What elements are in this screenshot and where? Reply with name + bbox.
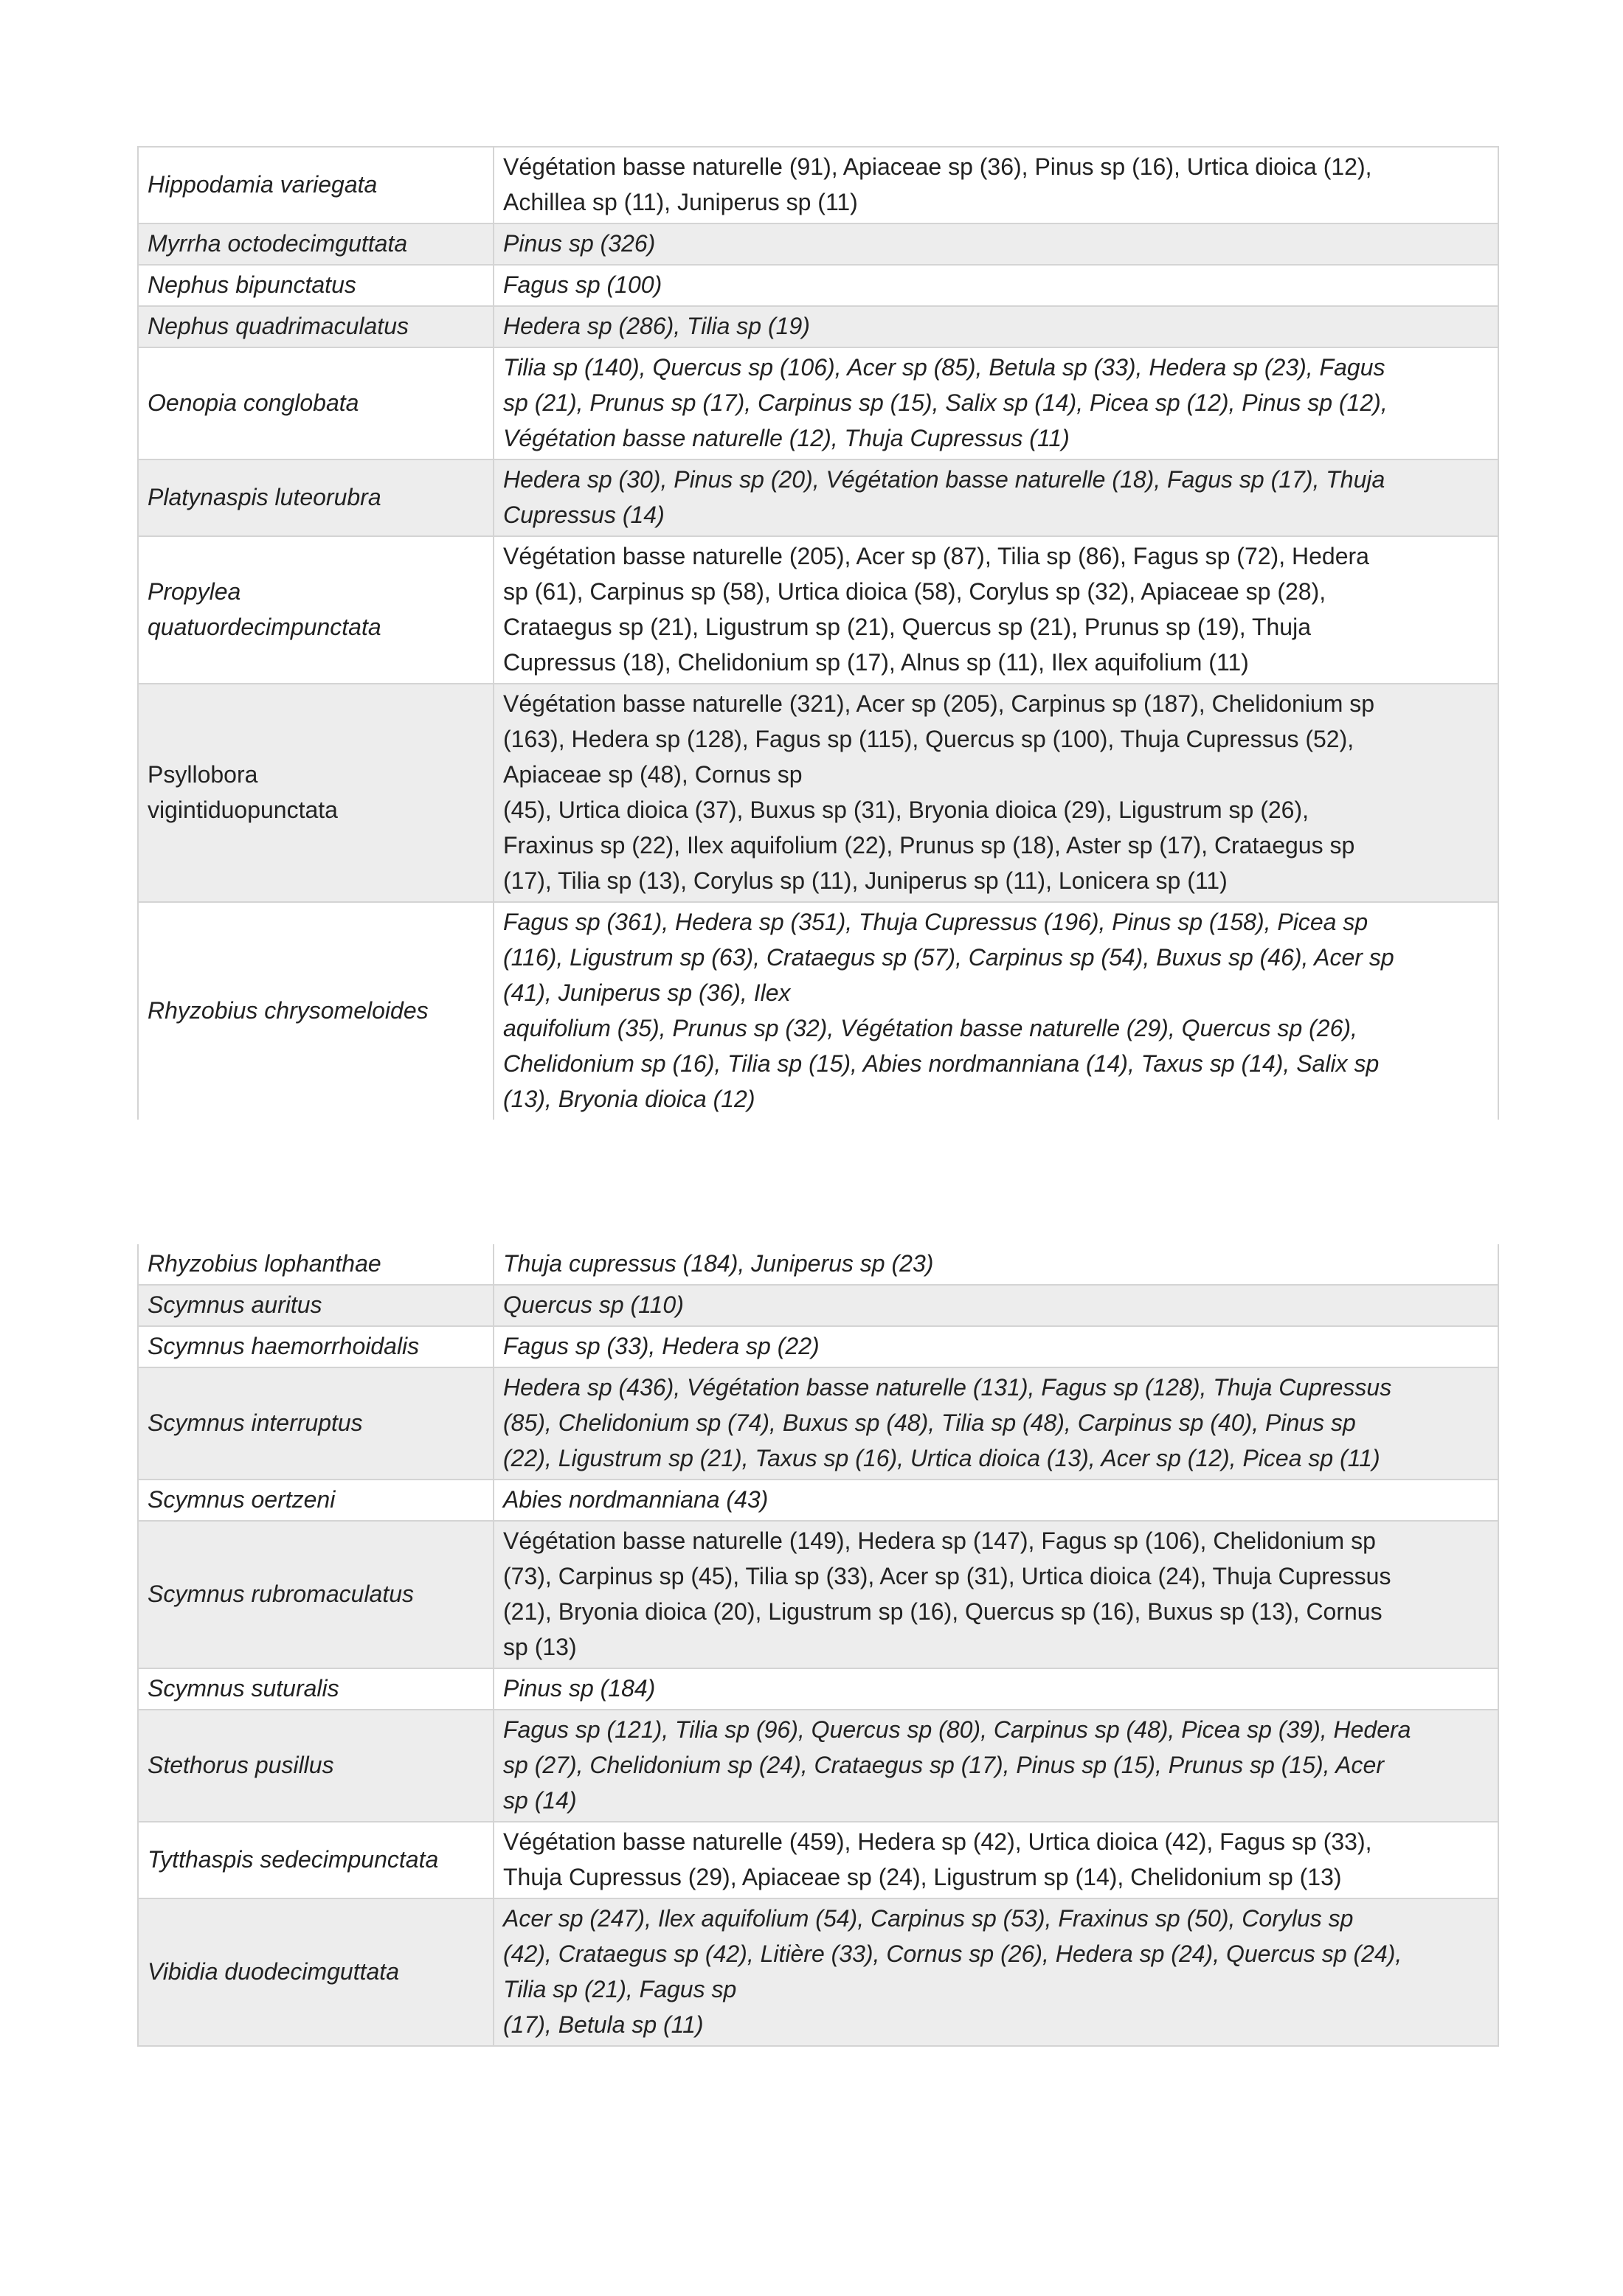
table-row [138, 265, 1498, 306]
species-name: Scymnus rubromaculatus [138, 1521, 494, 1668]
table-row [138, 1285, 1498, 1326]
species-host-plant-table-part-2 [137, 1244, 1499, 2047]
table-row [138, 902, 1498, 1120]
species-name: Hippodamia variegata [138, 147, 494, 223]
table-row [138, 1521, 1498, 1668]
host-plants: Végétation basse naturelle (149), Hedera sp (147), Fagus sp (106), Chelidonium sp (73), Carpinus sp (45), Tilia sp (33), Acer sp (31), Urtica dioica (24), Thuja Cupressus (21), Bryonia dioica (20), Ligustrum sp (16), Quercus sp (16), Buxus sp (13), Cornus sp (13) [494, 1521, 1498, 1668]
host-plants: Hedera sp (286), Tilia sp (19) [494, 306, 1498, 347]
host-plants: Hedera sp (30), Pinus sp (20), Végétation basse naturelle (18), Fagus sp (17), Thuja Cupressus (14) [494, 459, 1498, 536]
host-plants: Fagus sp (121), Tilia sp (96), Quercus sp (80), Carpinus sp (48), Picea sp (39), Hedera sp (27), Chelidonium sp (24), Crataegus sp (17), Pinus sp (15), Prunus sp (15), Acer sp (14) [494, 1710, 1498, 1822]
host-plants: Abies nordmanniana (43) [494, 1480, 1498, 1521]
species-name: Scymnus haemorrhoidalis [138, 1326, 494, 1367]
species-name: Scymnus interruptus [138, 1367, 494, 1480]
table-row [138, 1822, 1498, 1898]
host-plants: Hedera sp (436), Végétation basse naturelle (131), Fagus sp (128), Thuja Cupressus (85), Chelidonium sp (74), Buxus sp (48), Tilia sp (48), Carpinus sp (40), Pinus sp (22), Ligustrum sp (21), Taxus sp (16), Urtica dioica (13), Acer sp (12), Picea sp (11) [494, 1367, 1498, 1480]
table-row [138, 1898, 1498, 2046]
species-name: Nephus quadrimaculatus [138, 306, 494, 347]
species-name: Scymnus oertzeni [138, 1480, 494, 1521]
species-name: Myrrha octodecimguttata [138, 223, 494, 265]
table-row [138, 223, 1498, 265]
host-plants: Végétation basse naturelle (459), Hedera sp (42), Urtica dioica (42), Fagus sp (33), Thuja Cupressus (29), Apiaceae sp (24), Ligustrum sp (14), Chelidonium sp (13) [494, 1822, 1498, 1898]
species-name: Tytthaspis sedecimpunctata [138, 1822, 494, 1898]
table-row [138, 347, 1498, 459]
table-row [138, 684, 1498, 902]
species-name: Nephus bipunctatus [138, 265, 494, 306]
table-row [138, 1367, 1498, 1480]
table-row [138, 1668, 1498, 1710]
host-plants: Tilia sp (140), Quercus sp (106), Acer sp (85), Betula sp (33), Hedera sp (23), Fagus sp (21), Prunus sp (17), Carpinus sp (15), Salix sp (14), Picea sp (12), Pinus sp (12), Végétation basse naturelle (12), Thuja Cupressus (11) [494, 347, 1498, 459]
host-plants: Quercus sp (110) [494, 1285, 1498, 1326]
host-plants: Acer sp (247), Ilex aquifolium (54), Carpinus sp (53), Fraxinus sp (50), Corylus sp (42), Crataegus sp (42), Litière (33), Cornus sp (26), Hedera sp (24), Quercus sp (24), Tilia sp (21), Fagus sp (17), Betula sp (11) [494, 1898, 1498, 2046]
host-plants: Pinus sp (184) [494, 1668, 1498, 1710]
species-name: Vibidia duodecimguttata [138, 1898, 494, 2046]
species-name: Stethorus pusillus [138, 1710, 494, 1822]
table-row [138, 1326, 1498, 1367]
host-plants: Fagus sp (100) [494, 265, 1498, 306]
species-name: Scymnus auritus [138, 1285, 494, 1326]
table-row [138, 1244, 1498, 1285]
host-plants: Fagus sp (33), Hedera sp (22) [494, 1326, 1498, 1367]
host-plants: Pinus sp (326) [494, 223, 1498, 265]
species-name: Rhyzobius chrysomeloides [138, 902, 494, 1120]
species-name: Platynaspis luteorubra [138, 459, 494, 536]
species-name: Scymnus suturalis [138, 1668, 494, 1710]
species-name: Oenopia conglobata [138, 347, 494, 459]
table-row [138, 1480, 1498, 1521]
table-row [138, 147, 1498, 223]
table-row [138, 306, 1498, 347]
species-name: Rhyzobius lophanthae [138, 1244, 494, 1285]
species-name: Propylea quatuordecimpunctata [138, 536, 494, 684]
species-name: Psyllobora vigintiduopunctata [138, 684, 494, 902]
host-plants: Végétation basse naturelle (205), Acer sp (87), Tilia sp (86), Fagus sp (72), Hedera sp (61), Carpinus sp (58), Urtica dioica (58), Corylus sp (32), Apiaceae sp (28), Crataegus sp (21), Ligustrum sp (21), Quercus sp (21), Prunus sp (19), Thuja Cupressus (18), Chelidonium sp (17), Alnus sp (11), Ilex aquifolium (11) [494, 536, 1498, 684]
table-row [138, 536, 1498, 684]
species-host-plant-table-part-1 [137, 146, 1499, 1120]
host-plants: Végétation basse naturelle (321), Acer sp (205), Carpinus sp (187), Chelidonium sp (163), Hedera sp (128), Fagus sp (115), Quercus sp (100), Thuja Cupressus (52), Apiaceae sp (48), Cornus sp (45), Urtica dioica (37), Buxus sp (31), Bryonia dioica (29), Ligustrum sp (26), Fraxinus sp (22), Ilex aquifolium (22), Prunus sp (18), Aster sp (17), Crataegus sp (17), Tilia sp (13), Corylus sp (11), Juniperus sp (11), Lonicera sp (11) [494, 684, 1498, 902]
host-plants: Fagus sp (361), Hedera sp (351), Thuja Cupressus (196), Pinus sp (158), Picea sp (116), Ligustrum sp (63), Crataegus sp (57), Carpinus sp (54), Buxus sp (46), Acer sp (41), Juniperus sp (36), Ilex aquifolium (35), Prunus sp (32), Végétation basse naturelle (29), Quercus sp (26), Chelidonium sp (16), Tilia sp (15), Abies nordmanniana (14), Taxus sp (14), Salix sp (13), Bryonia dioica (12) [494, 902, 1498, 1120]
host-plants: Thuja cupressus (184), Juniperus sp (23) [494, 1244, 1498, 1285]
table-row [138, 459, 1498, 536]
table-row [138, 1710, 1498, 1822]
host-plants: Végétation basse naturelle (91), Apiaceae sp (36), Pinus sp (16), Urtica dioica (12), Achillea sp (11), Juniperus sp (11) [494, 147, 1498, 223]
